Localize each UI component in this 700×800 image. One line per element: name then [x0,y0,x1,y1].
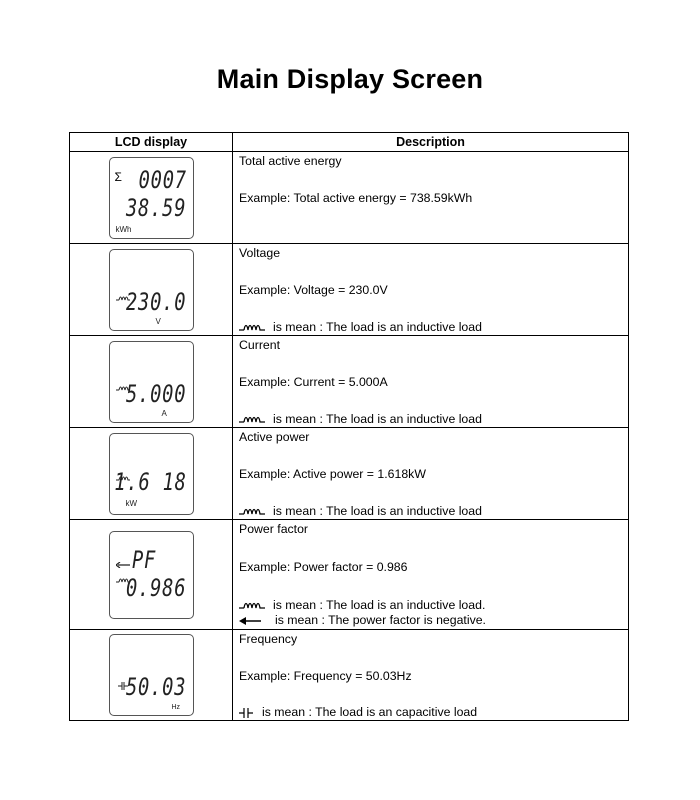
note-text: is mean : The load is an inductive load [273,320,482,334]
description-example: Example: Current = 5.000A [239,375,388,389]
lcd-cell [70,244,233,336]
description-example: Example: Total active energy = 738.59kWh [239,191,473,205]
description-note [239,412,482,426]
lcd-line1: 230.0 [126,287,187,316]
description-note [239,705,477,719]
description-note [239,320,482,334]
note-text: is mean : The load is an inductive load [273,504,482,518]
inductive-load-icon [239,415,265,425]
lcd-screen-voltage [109,249,194,331]
lcd-line1: 1.6 18 [114,467,187,496]
lcd-line2: 0.986 [126,573,187,602]
lcd-line2: 38.59 [126,193,187,222]
lcd-screen-current [109,341,194,423]
description-notes [239,598,486,628]
description-cell [233,630,629,721]
lcd-screen-frequency [109,634,194,716]
description-cell [233,428,629,520]
note-text: is mean : The load is an inductive load. [273,598,486,612]
note-text: is mean : The load is an capacitive load [262,705,478,719]
lcd-line1: PF [131,545,156,574]
inductive-load-icon [239,323,265,333]
description-title: Voltage [239,246,281,260]
lcd-unit: kWh [115,224,132,234]
lcd-screen-power [109,433,194,515]
description-cell [233,520,629,630]
description-cell [233,336,629,428]
description-example: Example: Voltage = 230.0V [239,283,388,297]
capacitive-load-icon [239,707,253,719]
table-row [70,336,629,428]
lcd-cell [70,336,233,428]
description-note [239,598,486,613]
inductive-load-icon [239,601,265,611]
description-title: Power factor [239,522,309,536]
lcd-unit: A [161,408,167,418]
note-text: is mean : The power factor is negative. [275,613,486,627]
description-title: Active power [239,430,310,444]
lcd-screen-power-factor [109,531,194,619]
lcd-unit: Hz [171,704,181,711]
lcd-line1: 5.000 [126,379,187,408]
description-example: Example: Frequency = 50.03Hz [239,669,412,683]
sigma-symbol: Σ [114,169,122,184]
table-row [70,152,629,244]
description-cell [233,244,629,336]
lcd-unit: V [155,316,161,326]
lcd-cell [70,630,233,721]
lcd-line1: 50.03 [126,673,187,701]
table-row [70,428,629,520]
lcd-cell [70,520,233,630]
description-cell [233,152,629,244]
header-description: Description [233,133,629,152]
description-title: Current [239,338,281,352]
description-example: Example: Active power = 1.618kW [239,467,426,481]
description-note [239,613,486,628]
table-row [70,244,629,336]
lcd-line1: 0007 [138,165,187,194]
description-note [239,504,482,518]
description-title: Total active energy [239,154,342,168]
negative-arrow-icon [116,562,130,568]
table-row [70,520,629,630]
lcd-cell [70,428,233,520]
note-text: is mean : The load is an inductive load [273,412,482,426]
negative-arrow-icon [239,616,261,626]
inductive-load-icon [239,507,265,517]
display-table [69,132,629,721]
lcd-cell [70,152,233,244]
description-title: Frequency [239,632,298,646]
lcd-unit: kW [125,498,138,508]
table-row [70,630,629,721]
description-example: Example: Power factor = 0.986 [239,560,408,574]
lcd-screen-energy [109,157,194,239]
page-title: Main Display Screen [216,64,484,94]
header-lcd-display: LCD display [70,133,233,152]
